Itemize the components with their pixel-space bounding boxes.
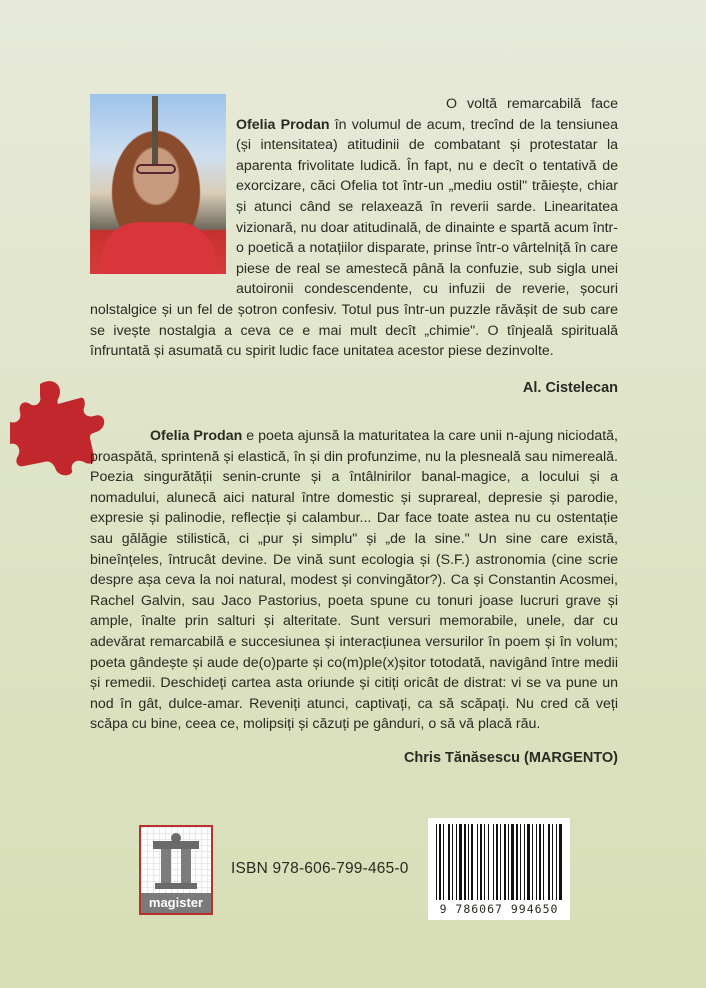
barcode [428, 818, 570, 920]
barcode-bar [456, 824, 457, 900]
barcode-bar [504, 824, 506, 900]
barcode-bar [493, 824, 494, 900]
barcode-bars [436, 824, 562, 900]
barcode-bar [488, 824, 489, 900]
review-1-text [90, 94, 618, 362]
barcode-bar [459, 824, 462, 900]
barcode-digits: 9 786067 994650 [439, 902, 559, 916]
isbn-text: ISBN 978-606-799-465-0 [231, 860, 409, 877]
barcode-bar [500, 824, 501, 900]
barcode-bar [452, 824, 453, 900]
barcode-bar [548, 824, 550, 900]
barcode-bar [532, 824, 533, 900]
review-1-signature: Al. Cistelecan [522, 380, 618, 396]
review-1-lead: O voltă remarcabilă face [446, 96, 618, 112]
photo-wrap-space [90, 93, 236, 281]
barcode-bar [552, 824, 553, 900]
review-2-signature: Chris Tănăsescu (MARGENTO) [403, 750, 618, 766]
barcode-bar [520, 824, 521, 900]
magister-logo-icon [147, 831, 205, 893]
barcode-bar [471, 824, 473, 900]
publisher-logo [139, 825, 213, 915]
barcode-bar [508, 824, 509, 900]
barcode-bar [527, 824, 530, 900]
review-2-body: e poeta ajunsă la maturitatea la care unii n-ajung niciodată, proaspătă, sprintenă și elastică, în și din profunzime, nu la plesneală sau nimereală. Poezia singurătății senin-crunte și a întâlnirilor banal-magice, a locului și a nomadului, alunecă aici natural între domestic și suprareal, depresie și parodie, expresie și palinodie, reflecție și calambur... Dar face toate astea nu cu ostentație sau gălăgie stilistică, ci „pur și simplu" și „de la sine." Un sine care există, bineînțeles, întrucât devine. De vină sunt ecologia și (S.F.) astronomia (cine scrie despre așa ceva la noi natural, modest și convingător?). Ca și Constantin Acosmei, Rachel Galvin, sau Jaco Pastorius, poeta spune cu tonuri joase lucruri grave și ample, înalte prin salturi și alteritate. Sunt versuri memorabile, unele, dar cu adevărat remarcabilă e succesiunea și interacțiunea versurilor în poem și în volum; poeta gândește și aude de(o)parte și co(m)ple(x)șitor totodată, navigând între medii și remedii. Deschideți cartea asta oriunde și citiți oricât de distrat: vi se va pune un nod în gât, dulce-amar. Reveniți atunci, captivați, ca să scăpați. Nu cred că veți scăpa cu bine, ceea ce, molipsiți și căzuți pe gânduri, o să vă placă rău. [90, 428, 619, 733]
barcode-bar [484, 824, 485, 900]
barcode-bar [559, 824, 562, 900]
barcode-bar [543, 824, 544, 900]
barcode-bar [480, 824, 482, 900]
barcode-bar [511, 824, 514, 900]
barcode-bar [556, 824, 557, 900]
review-1-body: în volumul de acum, trecînd de la tensiunea (și intensitatea) atitudinii de combatant și protestatar la aparenta frivolitate ludică. În fapt, nu e decît o tentativă de exorcizare, căci Ofelia tot într-un „mediu ostil" trăiește, chiar și atunci când se relaxează în reverii sarde. Linearitatea vizionară, nu doar atitudinală, de dinainte e spartă acum într-o poetică a notațiilor disparate, prinse într-o vârtelniță în care piese de real se amestecă până la confuzie, sub sigla unei autoironii condescendente, cu infuzii de reverie, șocuri nolstalgice și un fel de șotron confesiv. Totul pus într-un puzzle răvășit de sub care se ivește nostalgia a ceva ce e mai mult decît „chimie". O tînjeală spirituală înfruntată și asumată cu spirit ludic face unitatea acestor piese dezinvolte. [90, 116, 618, 360]
barcode-bar [496, 824, 498, 900]
barcode-bar [448, 824, 450, 900]
review-1-author-name: Ofelia Prodan [236, 116, 330, 133]
barcode-bar [536, 824, 537, 900]
barcode-bar [477, 824, 478, 900]
barcode-bar [539, 824, 541, 900]
barcode-bar [443, 824, 444, 900]
review-2-author-name: Ofelia Prodan [150, 428, 243, 444]
barcode-bar [524, 824, 525, 900]
barcode-bar [436, 824, 437, 900]
barcode-bar [468, 824, 469, 900]
barcode-bar [439, 824, 441, 900]
publisher-name: magister [141, 893, 211, 913]
barcode-bar [516, 824, 518, 900]
review-2-text [90, 426, 618, 735]
barcode-bar [464, 824, 466, 900]
